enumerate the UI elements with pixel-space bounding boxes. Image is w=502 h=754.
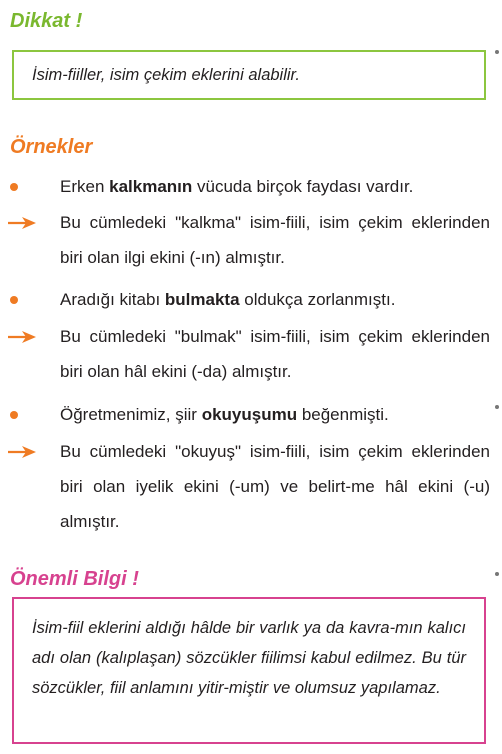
example-sentence-text: Aradığı kitabı bulmakta oldukça zorlanmıştı. [60,290,396,309]
bullet-icon [10,183,18,191]
notice-text: İsim-fiiller, isim çekim eklerini alabilir. [32,65,301,84]
bullet-icon [10,411,18,419]
margin-dot [495,50,499,54]
margin-dot [495,405,499,409]
arrow-right-icon [8,331,36,343]
example-sentence-text: Öğretmenimiz, şiir okuyuşumu beğenmişti. [60,405,389,424]
notice-box [12,50,486,100]
notice-title: Dikkat ! [10,10,83,32]
example-explanation-text: Bu cümledeki "kalkma" isim-fiili, isim çekim eklerinden biri olan ilgi ekini (-ın) almıştır. [60,213,490,267]
info-box [12,597,486,744]
arrow-right-icon [8,217,36,229]
arrow-right-icon [8,446,36,458]
examples-title: Örnekler [10,136,93,158]
example-explanation-text: Bu cümledeki "bulmak" isim-fiili, isim çekim eklerinden biri olan hâl ekini (-da) almıştır. [60,327,490,381]
example-explanation-text: Bu cümledeki "okuyuş" isim-fiili, isim çekim eklerinden biri olan iyelik ekini (-um) ve belirt-me hâl ekini (-u) almıştır. [60,442,490,531]
example-sentence-text: Erken kalkmanın vücuda birçok faydası vardır. [60,177,414,196]
margin-dot [495,572,499,576]
bullet-icon [10,296,18,304]
info-title: Önemli Bilgi ! [10,568,139,590]
info-text: İsim-fiil eklerini aldığı hâlde bir varlık ya da kavra-mın kalıcı adı olan (kalıplaşan) sözcükler fiilimsi kabul edilmez. Bu tür sözcükler, fiil anlamını yitir-miştir ve olumsuz yapılamaz. [32,619,466,697]
